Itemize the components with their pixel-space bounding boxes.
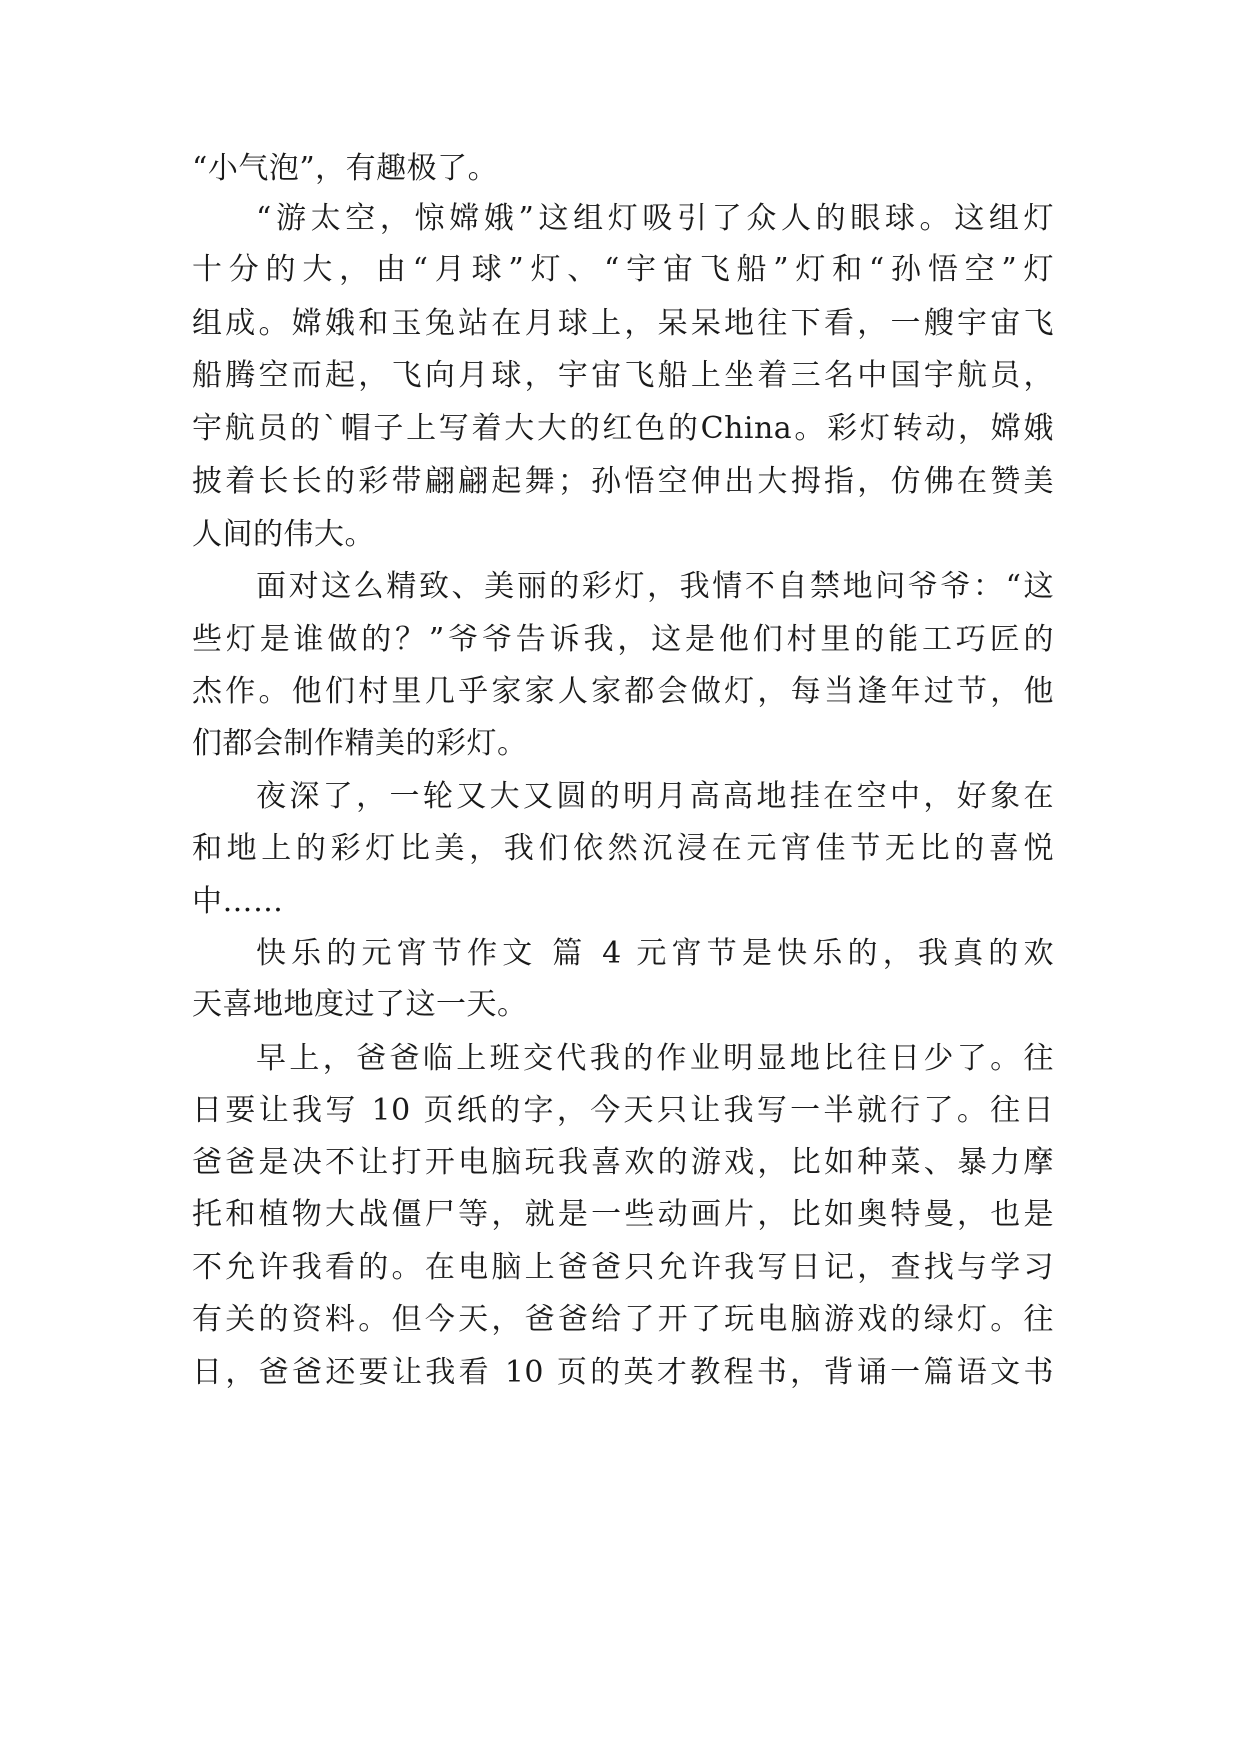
paragraph-line: 天喜地地度过了这一天。 <box>192 987 528 1022</box>
paragraph-line: “游太空，惊嫦娥”这组灯吸引了众人的眼球。这组灯 <box>256 201 1054 236</box>
paragraph-line: 杰作。他们村里几乎家家人家都会做灯，每当逢年过节，他 <box>192 674 1054 709</box>
paragraph-line: 爸爸是决不让打开电脑玩我喜欢的游戏，比如种菜、暴力摩 <box>192 1145 1054 1180</box>
paragraph-line: 面对这么精致、美丽的彩灯，我情不自禁地问爷爷：“这 <box>256 569 1054 604</box>
paragraph-line: 不允许我看的。在电脑上爸爸只允许我写日记，查找与学习 <box>192 1250 1054 1285</box>
paragraph-line: 披着长长的彩带翩翩起舞；孙悟空伸出大拇指，仿佛在赞美 <box>192 464 1054 499</box>
paragraph-line: 托和植物大战僵尸等，就是一些动画片，比如奥特曼，也是 <box>192 1197 1054 1232</box>
paragraph-line: 船腾空而起，飞向月球，宇宙飞船上坐着三名中国宇航员， <box>192 358 1054 393</box>
paragraph-line: 早上，爸爸临上班交代我的作业明显地比往日少了。往 <box>256 1041 1054 1076</box>
paragraph-line: 和地上的彩灯比美，我们依然沉浸在元宵佳节无比的喜悦 <box>192 831 1054 866</box>
paragraph-line: 快乐的元宵节作文 篇 4 元宵节是快乐的，我真的欢 <box>256 936 1054 971</box>
paragraph-line: 夜深了，一轮又大又圆的明月高高地挂在空中，好象在 <box>256 779 1054 814</box>
paragraph-line: 组成。嫦娥和玉兔站在月球上，呆呆地往下看，一艘宇宙飞 <box>192 306 1054 341</box>
paragraph-line: 们都会制作精美的彩灯。 <box>192 726 528 761</box>
paragraph-line: 十分的大，由“月球”灯、“宇宙飞船”灯和“孙悟空”灯 <box>192 252 1054 287</box>
paragraph-line: 宇航员的`帽子上写着大大的红色的China。彩灯转动，嫦娥 <box>192 411 1054 446</box>
paragraph-line: “小气泡”，有趣极了。 <box>192 151 499 186</box>
paragraph-line: 日要让我写 10 页纸的字，今天只让我写一半就行了。往日 <box>192 1093 1054 1128</box>
paragraph-line: 些灯是谁做的？”爷爷告诉我，这是他们村里的能工巧匠的 <box>192 622 1054 657</box>
paragraph-line: 有关的资料。但今天，爸爸给了开了玩电脑游戏的绿灯。往 <box>192 1302 1054 1337</box>
paragraph-line: 人间的伟大。 <box>192 517 375 552</box>
paragraph-line: 日，爸爸还要让我看 10 页的英才教程书，背诵一篇语文书 <box>192 1355 1054 1390</box>
paragraph-line: 中…… <box>192 884 284 919</box>
